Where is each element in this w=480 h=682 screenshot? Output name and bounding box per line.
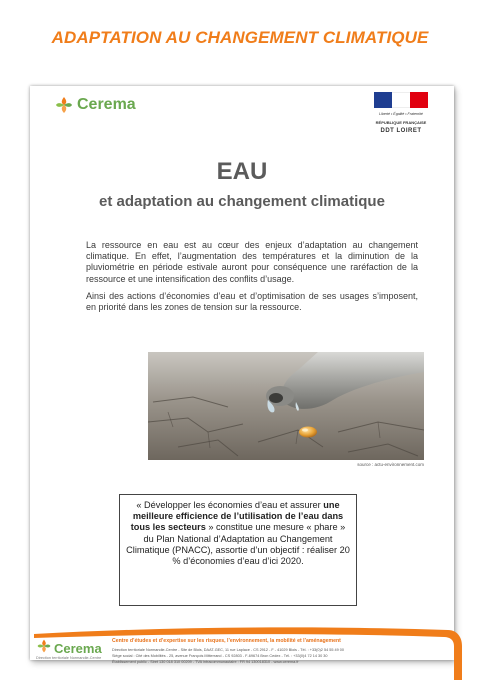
footer-headline: Centre d’études et d’expertise sur les risques, l’environnement, la mobilité et l’aménagement xyxy=(112,638,341,644)
footer-address-3: Établissement public - Siret 130 018 310 00209 - TVA intracommunautaire : FR 94 130018310 - www.cerema.fr xyxy=(112,660,299,664)
cerema-logo xyxy=(54,94,136,116)
quote-part-1: « Développer les économies d’eau et assurer xyxy=(136,500,324,510)
footer-tagline: Direction territoriale Normandie-Centre xyxy=(36,656,102,660)
intro-paragraph-1: La ressource en eau est au cœur des enjeux d’adaptation au changement climatique. En effet, l’augmentation des températures et la diminution de la pluviométrie en période estivale auront pour conséquence une raréfaction de la ressource et une intensification des conflits d’usage. xyxy=(86,240,418,284)
cerema-leaf-logo-icon xyxy=(54,95,74,115)
footer xyxy=(0,620,480,682)
document-card xyxy=(30,86,454,660)
gov-name: RÉPUBLIQUE FRANÇAISE xyxy=(375,120,427,125)
footer-address-1: Direction territoriale Normandie-Centre - Site de Blois, DAAT-GEC, 11 rue Laplace - CS 2912 - F - 41029 Blois - Tél. : +33(0)2 54 55 49 00 xyxy=(112,648,345,652)
agency-name: DDT LOIRET xyxy=(380,128,422,134)
intro-text xyxy=(86,240,418,319)
document-title: EAU xyxy=(216,158,268,185)
marianne-flag-icon xyxy=(374,92,428,108)
document-subtitle: et adaptation au changement climatique xyxy=(99,193,385,210)
cerema-logo-text: Cerema xyxy=(77,96,136,113)
tap-drip-photo xyxy=(148,352,424,460)
quote-emphasis: une meilleure efficience de l’utilisation de l’eau dans tous les secteurs xyxy=(130,500,344,533)
footer-logo-text: Cerema xyxy=(54,641,102,656)
pnacc-quote-box xyxy=(119,494,357,606)
photo-source: source : actu-environnement.com xyxy=(357,462,424,467)
quote-part-2: » constitue une mesure « phare » du Plan National d’Adaptation au Changement Climatique (PNACC), assortie d’un objectif : réaliser 20 % d’économies d’eau d’ici 2020. xyxy=(126,522,350,567)
intro-paragraph-2: Ainsi des actions d’économies d’eau et d’optimisation de ses usages s’imposent, en priorité dans les zones de tension sur la ressource. xyxy=(86,290,418,313)
gov-motto: Liberté • Égalité • Fraternité xyxy=(379,112,423,116)
page-banner: ADAPTATION AU CHANGEMENT CLIMATIQUE xyxy=(51,28,429,47)
footer-address-2: Siège social : Cité des Mobilités - 25, avenue François Mitterrand - CS 92803 - F-69674 Bron Cedex - Tél. : +33(0)4 72 14 30 30 xyxy=(112,654,328,658)
